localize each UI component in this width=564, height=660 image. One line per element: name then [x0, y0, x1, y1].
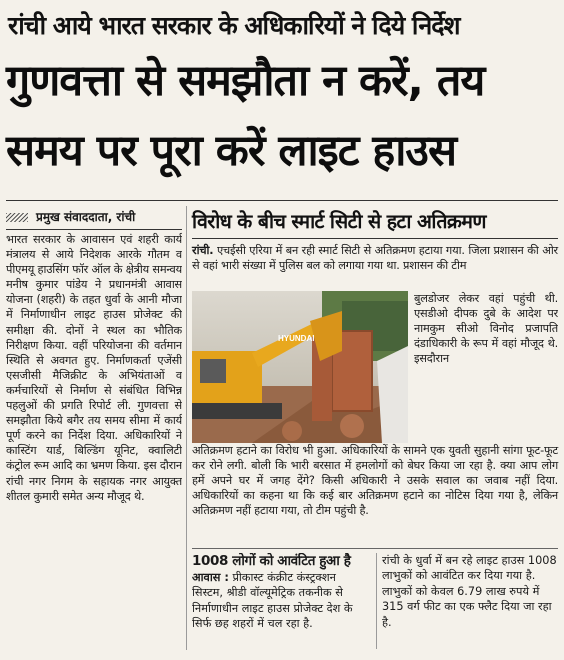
box-rule: [192, 548, 558, 549]
allotment-box-body: [192, 570, 370, 632]
box-column-divider: [376, 553, 377, 649]
byline-rule: [6, 229, 182, 230]
second-story-lead: [192, 243, 558, 273]
second-story-headline: विरोध के बीच स्मार्ट सिटी से हटा अतिक्रमण: [192, 210, 486, 233]
second-story-continued: अतिक्रमण हटाने का विरोध भी हुआ. अधिकारियों के सामने एक युवती सुहानी सांगा फूट-फूट कर रोने लगी. बोली कि भारी बरसात में हमलोगों को बेघर किया जा रहा है. क्या आप लोग हमें अपने घर में जगह देंगे? किसी अधिकारी ने उसके सवाल का जवाब नहीं दिया. अधिकारियों का कहना था कि कई बार अतिक्रमण हटाने का नोटिस दिया गया है, लेकिन अतिक्रमण नहीं हटाया गया, तो टीम पहुंची है.: [192, 444, 558, 518]
demolition-photo-art: [192, 291, 408, 443]
main-headline-line-1: गुणवत्ता से समझौता न करें, तय: [6, 56, 485, 106]
beside-photo-text: बुलडोजर लेकर वहां पहुंची थी. एसडीओ दीपक दुबे के आदेश पर नामकुम सीओ विनोद प्रजापति दंडाधिकारी के रूप में वहां मौजूद थे. इसदौरान: [414, 292, 558, 366]
allotment-box-label: आवास :: [192, 571, 229, 584]
top-rule: [6, 200, 558, 201]
main-headline-line-2: समय पर पूरा करें लाइट हाउस: [6, 126, 457, 176]
demolition-photo: [192, 291, 408, 443]
lead-text: एचईसी एरिया में बन रही स्मार्ट सिटी से अतिक्रमण हटाया गया. जिला प्रशासन की ओर से वहां भारी संख्या में पुलिस बल को लगाया गया था. प्रशासन की टीम: [192, 244, 558, 273]
dateline: रांची.: [192, 244, 214, 257]
allotment-box-right: रांची के धुर्वा में बन रहे लाइट हाउस 1008 लाभुकों को आवंटित कर दिया गया है. लाभुकों को केवल 6.79 लाख रुपये में 315 वर्ग फीट का एक फ्लैट दिया जा रहा है.: [382, 554, 557, 629]
subhead-rule: [192, 238, 558, 239]
byline-text: प्रमुख संवाददाता, रांची: [36, 210, 136, 224]
main-story-body: भारत सरकार के आवासन एवं शहरी कार्य मंत्रालय से आये निदेशक आरके गौतम व पीएमयू हाउसिंग फॉर ऑल के क्षेत्रीय समन्वय मनीष कुमार पांडेय ने प्रधानमंत्री आवास योजना (शहरी) के तहत धुर्वा के आनी मौजा में निर्माणाधीन लाइट हाउस प्रोजेक्ट की समीक्षा की. दोनों ने स्थल का भौतिक निरीक्षण किया. वहीं परियोजना की वर्तमान स्थिति से अवगत हुए. निर्माणकर्ता एजेंसी एसजीसी मैजिक्रीट के अभियंताओं व कर्मचारियों से निर्माण से संबंधित विभिन्न पहलुओं की प्रगति रिपोर्ट ली. गुणवत्ता से समझौता किये बगैर तय समय सीमा में कार्य पूर्ण करने का निर्देश दिया. अधिकारियों ने कास्टिंग यार्ड, बिल्डिंग यूनिट, क्वालिटी कंट्रोल रूम आदि का भ्रमण किया. इस दौरान रांची नगर निगम के सहायक नगर आयुक्त शीतल कुमारी समेत अन्य मौजूद थे.: [6, 233, 182, 503]
allotment-box: [192, 553, 370, 649]
machine-brand-text: HYUNDAI: [278, 334, 315, 343]
kicker-headline: रांची आये भारत सरकार के अधिकारियों ने दिये निर्देश: [8, 11, 460, 40]
allotment-box-text: प्रीकास्ट कंक्रीट कंस्ट्रक्शन सिस्टम, श्रीडी वॉल्यूमेट्रिक तकनीक से निर्माणाधीन लाइट हाउस प्रोजेक्ट देश के सिर्फ छह शहरों में चल रहा है.: [192, 571, 353, 631]
byline: [6, 206, 182, 228]
second-story-beside-photo: [414, 291, 558, 443]
column-divider: [186, 206, 187, 650]
byline-mark-icon: [6, 213, 28, 222]
allotment-box-headline: 1008 लोगों को आवंटित हुआ है: [192, 553, 351, 569]
